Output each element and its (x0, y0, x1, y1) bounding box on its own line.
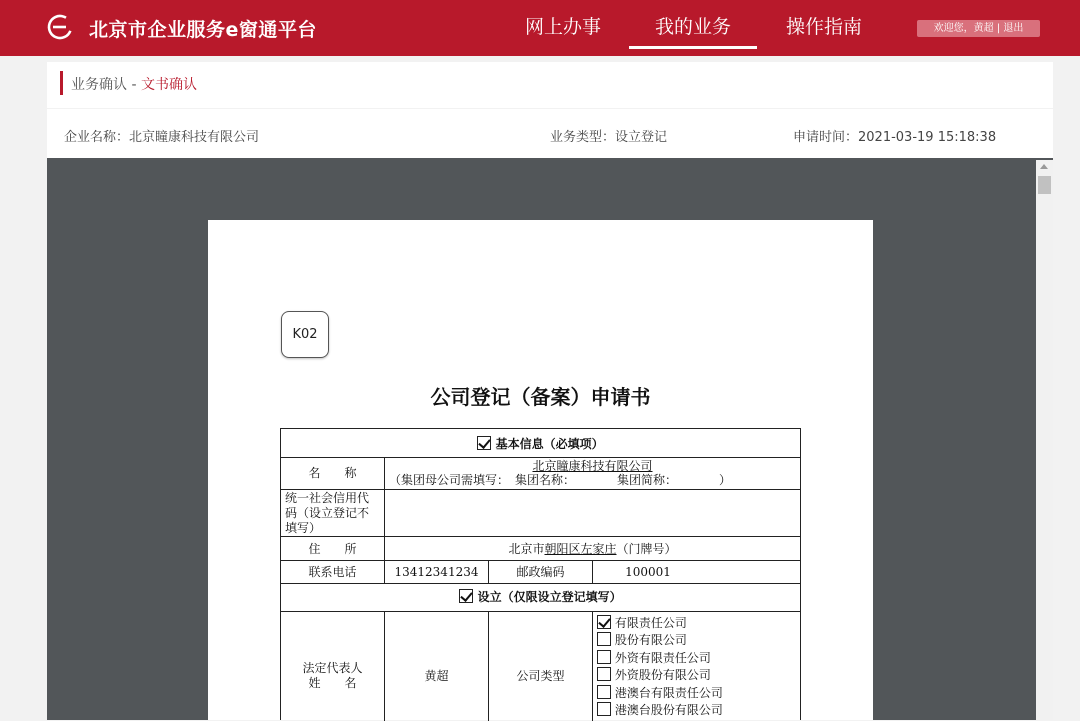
setup-section (281, 589, 800, 604)
basic-info-checkbox[interactable] (477, 436, 491, 450)
breadcrumb (47, 62, 1053, 108)
company-type-option[interactable] (597, 667, 711, 682)
top-header (0, 0, 1080, 56)
scroll-thumb[interactable] (1038, 176, 1051, 194)
phone-label: 联系电话 (308, 565, 357, 579)
business-type-value: 设立登记 (615, 130, 668, 145)
basic-info-section (281, 436, 800, 451)
breadcrumb-current: 文书确认 (140, 77, 197, 93)
apply-time-info (793, 126, 996, 145)
welcome-text: 欢迎您，黄超 (933, 23, 994, 34)
address-suffix: （门牌号） (616, 542, 677, 556)
business-type-info (550, 126, 667, 145)
breadcrumb-parent[interactable]: 业务确认 (71, 77, 127, 93)
company-type-checkbox[interactable] (597, 632, 611, 646)
basic-info-label: 基本信息（必填项） (495, 437, 604, 451)
company-type-option-label: 港澳台股份有限公司 (614, 703, 723, 717)
legal-rep-value: 黄超 (424, 669, 449, 683)
address-value (385, 542, 800, 556)
apply-time-value: 2021-03-19 15:18:38 (858, 130, 997, 145)
company-name-value: 北京瞳康科技有限公司 (129, 130, 260, 145)
company-type-checkbox[interactable] (597, 667, 611, 681)
legal-rep-label-1: 法定代表人 (302, 661, 363, 675)
phone-value: 13412341234 (394, 565, 479, 579)
company-type-checkbox[interactable] (597, 650, 611, 664)
address-city: 北京市 (508, 542, 545, 556)
viewer-scrollbar[interactable] (1036, 160, 1053, 720)
credit-code-label-1: 统一社会信用代 (285, 491, 370, 505)
zip-value: 100001 (625, 565, 671, 579)
company-type-option[interactable] (597, 650, 711, 665)
platform-title[interactable]: 北京市企业服务e窗通平台 (89, 19, 317, 41)
business-type-label: 业务类型： (550, 130, 616, 145)
company-type-option-label: 外资股份有限公司 (614, 668, 711, 682)
scroll-up-arrow-icon[interactable] (1040, 164, 1048, 169)
company-name-info (64, 126, 259, 145)
legal-rep-label-2: 姓 名 (308, 676, 357, 690)
credit-code-label-3: 填写） (285, 521, 322, 535)
breadcrumb-separator: - (127, 77, 141, 93)
breadcrumb-marker (60, 71, 63, 95)
name-label: 名 称 (308, 466, 357, 480)
credit-code-label-2: 码（设立登记不 (285, 506, 370, 520)
setup-checkbox[interactable] (459, 589, 473, 603)
group-note: （集团母公司需填写： 集团名称： 集团简称： ） (389, 473, 732, 487)
zip-label: 邮政编码 (516, 565, 565, 579)
company-type-option[interactable] (597, 615, 687, 630)
company-type-option[interactable] (597, 702, 723, 717)
company-type-option[interactable] (597, 685, 723, 700)
company-type-label: 公司类型 (516, 669, 565, 683)
document-page (208, 220, 873, 720)
address-label: 住 所 (308, 542, 357, 556)
nav-my-business[interactable]: 我的业务 (655, 12, 731, 39)
application-info-bar (47, 109, 1053, 158)
name-value: 北京瞳康科技有限公司 (532, 459, 653, 473)
e-logo-icon[interactable] (46, 13, 74, 41)
company-type-option-label: 外资有限责任公司 (614, 651, 711, 665)
address-district: 朝阳区左家庄 (544, 542, 617, 556)
nav-online-services[interactable]: 网上办事 (525, 16, 602, 38)
company-type-option-label: 有限责任公司 (614, 616, 687, 630)
logout-link[interactable]: 退出 (1003, 23, 1024, 34)
company-type-option-label: 股份有限公司 (614, 633, 687, 647)
apply-time-label: 申请时间： (793, 130, 859, 145)
setup-label: 设立（仅限设立登记填写） (477, 590, 622, 604)
company-type-option[interactable] (597, 632, 687, 647)
company-type-checkbox[interactable] (597, 685, 611, 699)
nav-operation-guide[interactable]: 操作指南 (786, 16, 863, 38)
company-type-checkbox[interactable] (597, 615, 611, 629)
user-box (917, 20, 1040, 37)
company-type-checkbox[interactable] (597, 702, 611, 716)
application-form-table (280, 428, 801, 720)
company-name-label: 企业名称： (64, 130, 130, 145)
company-type-option-label: 港澳台有限责任公司 (614, 686, 723, 700)
user-separator: | (996, 23, 1001, 34)
document-title: 公司登记（备案）申请书 (430, 385, 651, 409)
form-code-badge: K02 (281, 311, 329, 358)
